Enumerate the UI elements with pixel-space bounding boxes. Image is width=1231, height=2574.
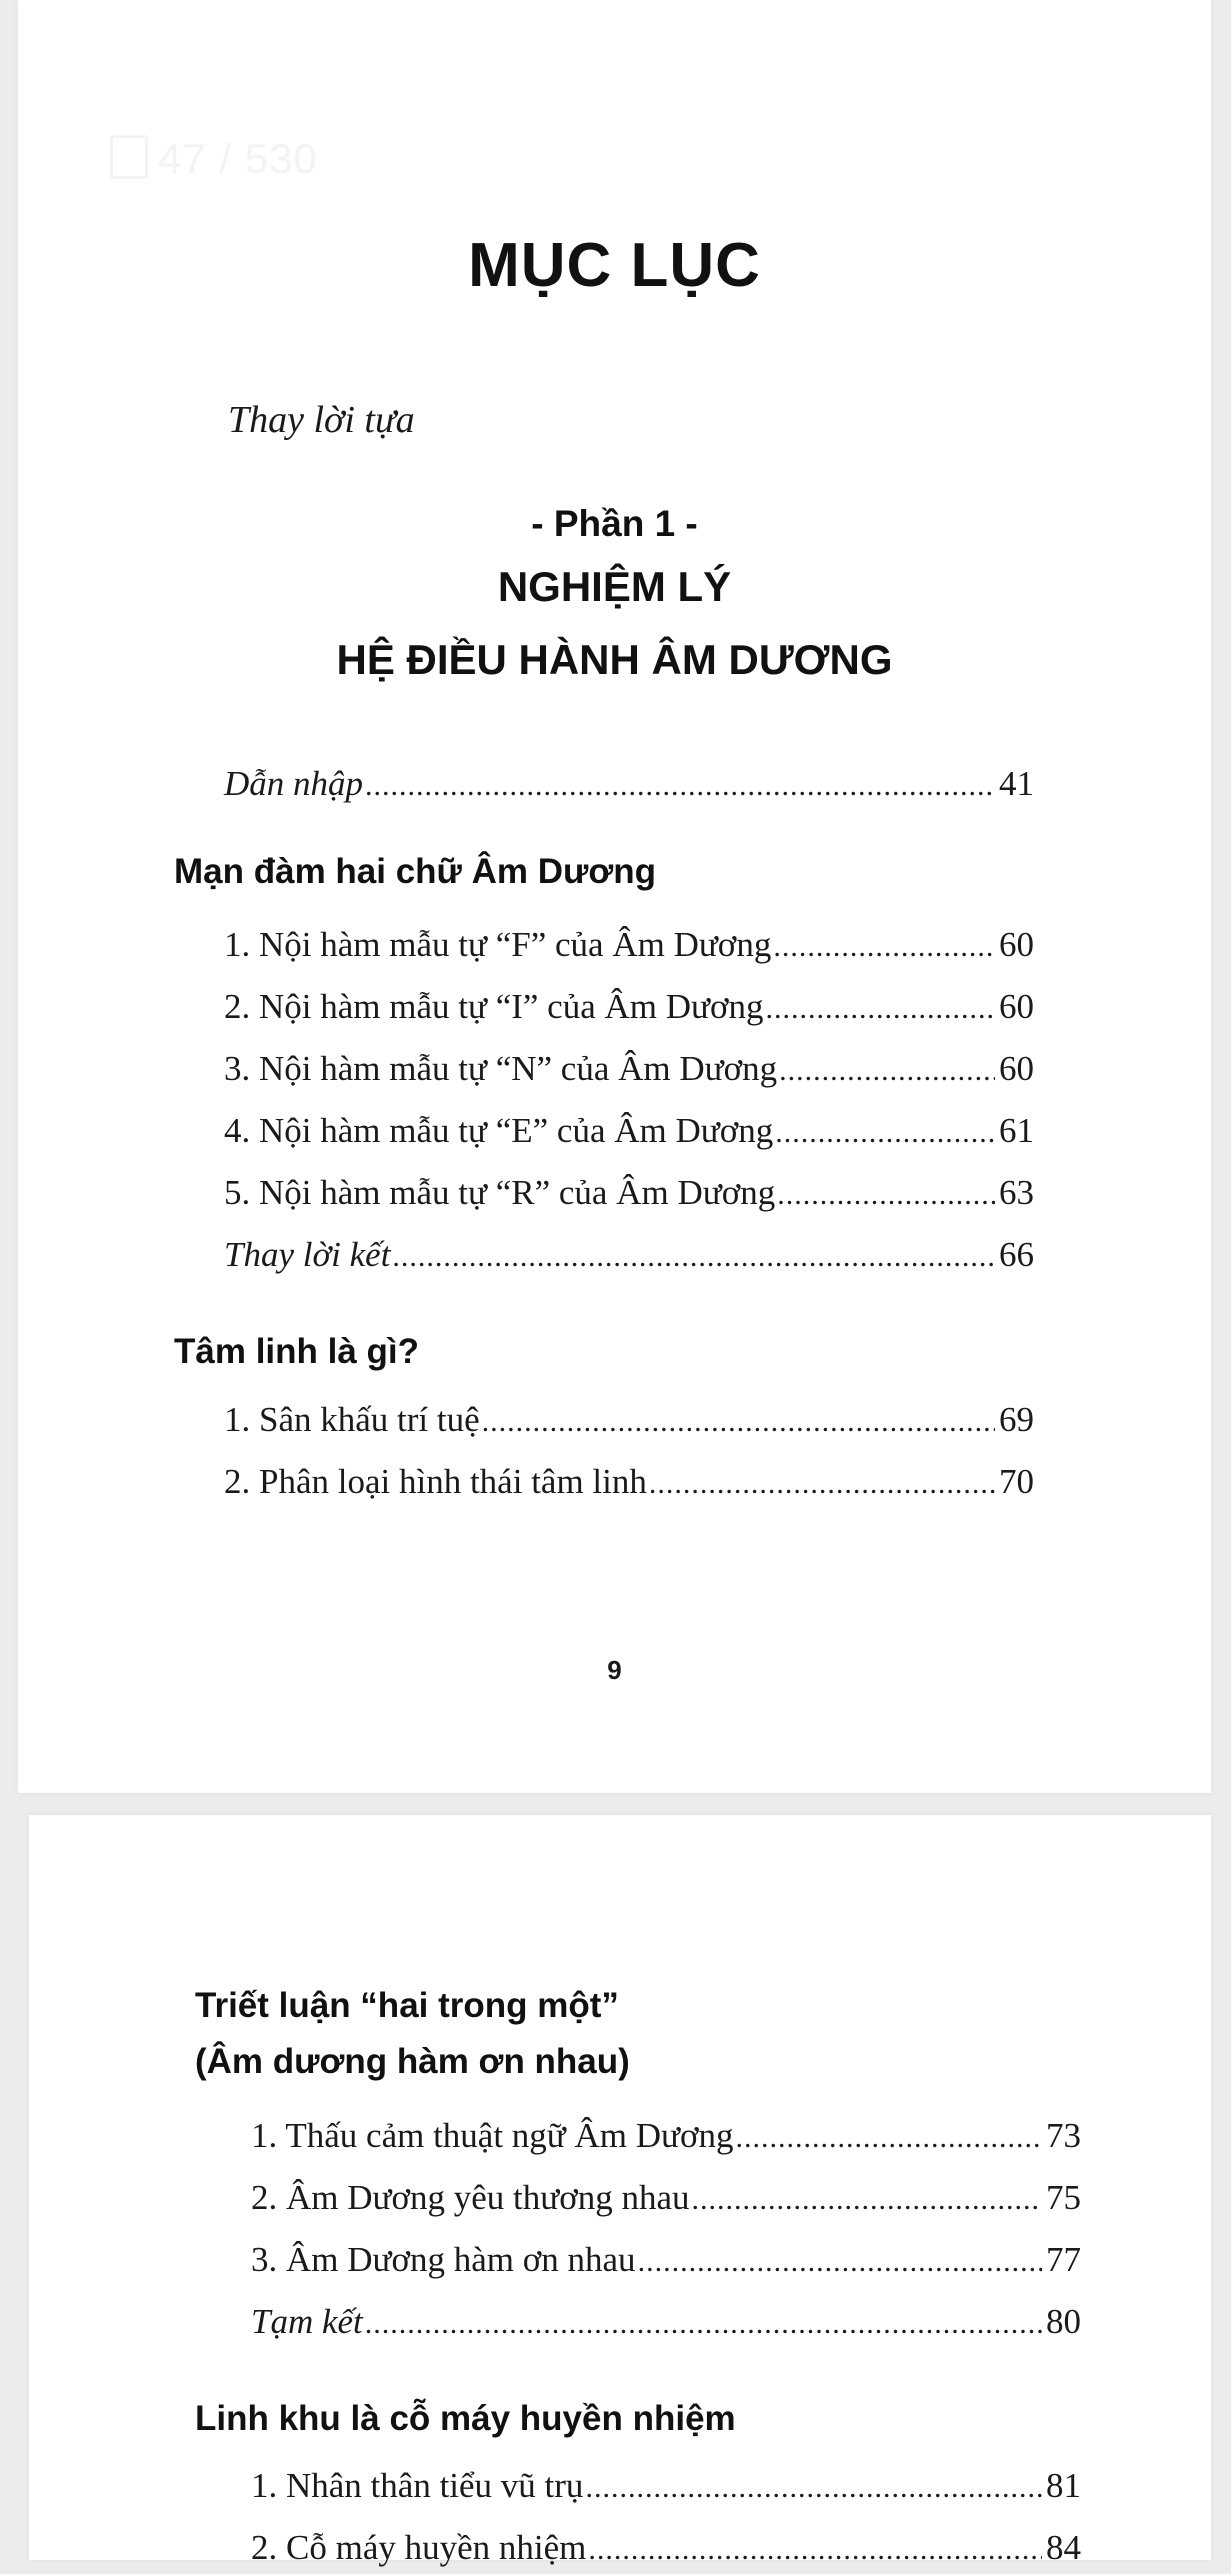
toc-entry-label: 1. Thấu cảm thuật ngữ Âm Dương: [251, 2116, 734, 2155]
toc-entry-page: 80: [1046, 2302, 1081, 2341]
part-label: - Phần 1 -: [531, 503, 698, 544]
leader-dots: [392, 1233, 995, 1281]
leader-dots: [766, 985, 995, 1033]
toc-entry-page: 73: [1046, 2116, 1081, 2155]
toc-entry[interactable]: [224, 1458, 1034, 1508]
toc-entry-page: 69: [999, 1400, 1034, 1439]
toc-entry-label: Tạm kết: [251, 2302, 363, 2341]
toc-entry-label: 2. Cỗ máy huyền nhiệm: [251, 2528, 587, 2567]
section-heading: Linh khu là cỗ máy huyền nhiệm: [195, 2399, 736, 2438]
toc-entry[interactable]: [224, 1231, 1034, 1281]
toc-entry-page: 41: [999, 764, 1034, 803]
toc-entry[interactable]: [251, 2174, 1081, 2224]
section-heading: (Âm dương hàm ơn nhau): [195, 2042, 630, 2081]
section-heading: Triết luận “hai trong một”: [195, 1986, 619, 2025]
page-number: 9: [607, 1655, 622, 1685]
toc-entry-page: 66: [999, 1235, 1034, 1274]
toc-entry[interactable]: [251, 2462, 1081, 2512]
toc-entry[interactable]: [251, 2524, 1081, 2574]
toc-entry-label: 5. Nội hàm mẫu tự “R” của Âm Dương: [224, 1173, 776, 1212]
book-page-1: [18, 0, 1211, 1793]
toc-entry[interactable]: [251, 2112, 1081, 2162]
part-title-line2: HỆ ĐIỀU HÀNH ÂM DƯƠNG: [336, 636, 893, 683]
leader-dots: [736, 2114, 1042, 2162]
leader-dots: [588, 2526, 1042, 2574]
toc-entry[interactable]: [251, 2298, 1081, 2348]
toc-entry-page: 81: [1046, 2466, 1081, 2505]
toc-entry-label: Dẫn nhập: [224, 764, 364, 803]
toc-entry[interactable]: [224, 1396, 1034, 1446]
page-icon: [110, 135, 148, 179]
book-page-2: [29, 1815, 1211, 2567]
toc-entry-page: 77: [1046, 2240, 1081, 2279]
section-heading: Tâm linh là gì?: [174, 1332, 420, 1371]
toc-entry[interactable]: [224, 983, 1034, 1033]
toc-entry-label: 4. Nội hàm mẫu tự “E” của Âm Dương: [224, 1111, 774, 1150]
leader-dots: [365, 2300, 1042, 2348]
leader-dots: [779, 1047, 995, 1095]
toc-entry-page: 61: [999, 1111, 1034, 1150]
toc-entry-page: 63: [999, 1173, 1034, 1212]
toc-entry-page: 60: [999, 925, 1034, 964]
leader-dots: [692, 2176, 1042, 2224]
toc-entry-page: 60: [999, 987, 1034, 1026]
leader-dots: [638, 2238, 1042, 2286]
toc-entry[interactable]: [224, 921, 1034, 971]
toc-entry-label: Thay lời kết: [224, 1235, 391, 1274]
toc-entry-page: 75: [1046, 2178, 1081, 2217]
toc-entry-label: 2. Âm Dương yêu thương nhau: [251, 2178, 690, 2217]
leader-dots: [775, 1109, 995, 1157]
part-title-line1: NGHIỆM LÝ: [497, 563, 732, 610]
leader-dots: [585, 2464, 1042, 2512]
leader-dots: [777, 1171, 995, 1219]
leader-dots: [773, 923, 995, 971]
toc-entry[interactable]: [251, 2236, 1081, 2286]
toc-entry[interactable]: [224, 1045, 1034, 1095]
leader-dots: [649, 1460, 995, 1508]
section-heading: Mạn đàm hai chữ Âm Dương: [174, 852, 657, 891]
toc-entry-label: 3. Âm Dương hàm ơn nhau: [251, 2240, 636, 2279]
toc-title: MỤC LỤC: [468, 231, 761, 300]
toc-entry[interactable]: [224, 1169, 1034, 1219]
leader-dots: [482, 1398, 995, 1446]
leader-dots: [365, 762, 995, 810]
toc-entry-page: 60: [999, 1049, 1034, 1088]
toc-entry-label: 1. Nhân thân tiểu vũ trụ: [251, 2466, 584, 2505]
toc-entry-dan-nhap[interactable]: [224, 760, 1034, 810]
toc-entry-page: 70: [999, 1462, 1034, 1501]
toc-entry-page: 84: [1046, 2528, 1081, 2567]
page-counter: [110, 135, 318, 183]
toc-entry[interactable]: [224, 1107, 1034, 1157]
page-counter-text: 47 / 530: [158, 135, 318, 182]
toc-entry-label: 3. Nội hàm mẫu tự “N” của Âm Dương: [224, 1049, 778, 1088]
toc-entry-label: 2. Nội hàm mẫu tự “I” của Âm Dương: [224, 987, 764, 1026]
toc-intro: Thay lời tựa: [228, 399, 415, 441]
toc-entry-label: 1. Sân khấu trí tuệ: [224, 1400, 480, 1439]
toc-entry-label: 1. Nội hàm mẫu tự “F” của Âm Dương: [224, 925, 772, 964]
toc-entry-label: 2. Phân loại hình thái tâm linh: [224, 1462, 647, 1501]
